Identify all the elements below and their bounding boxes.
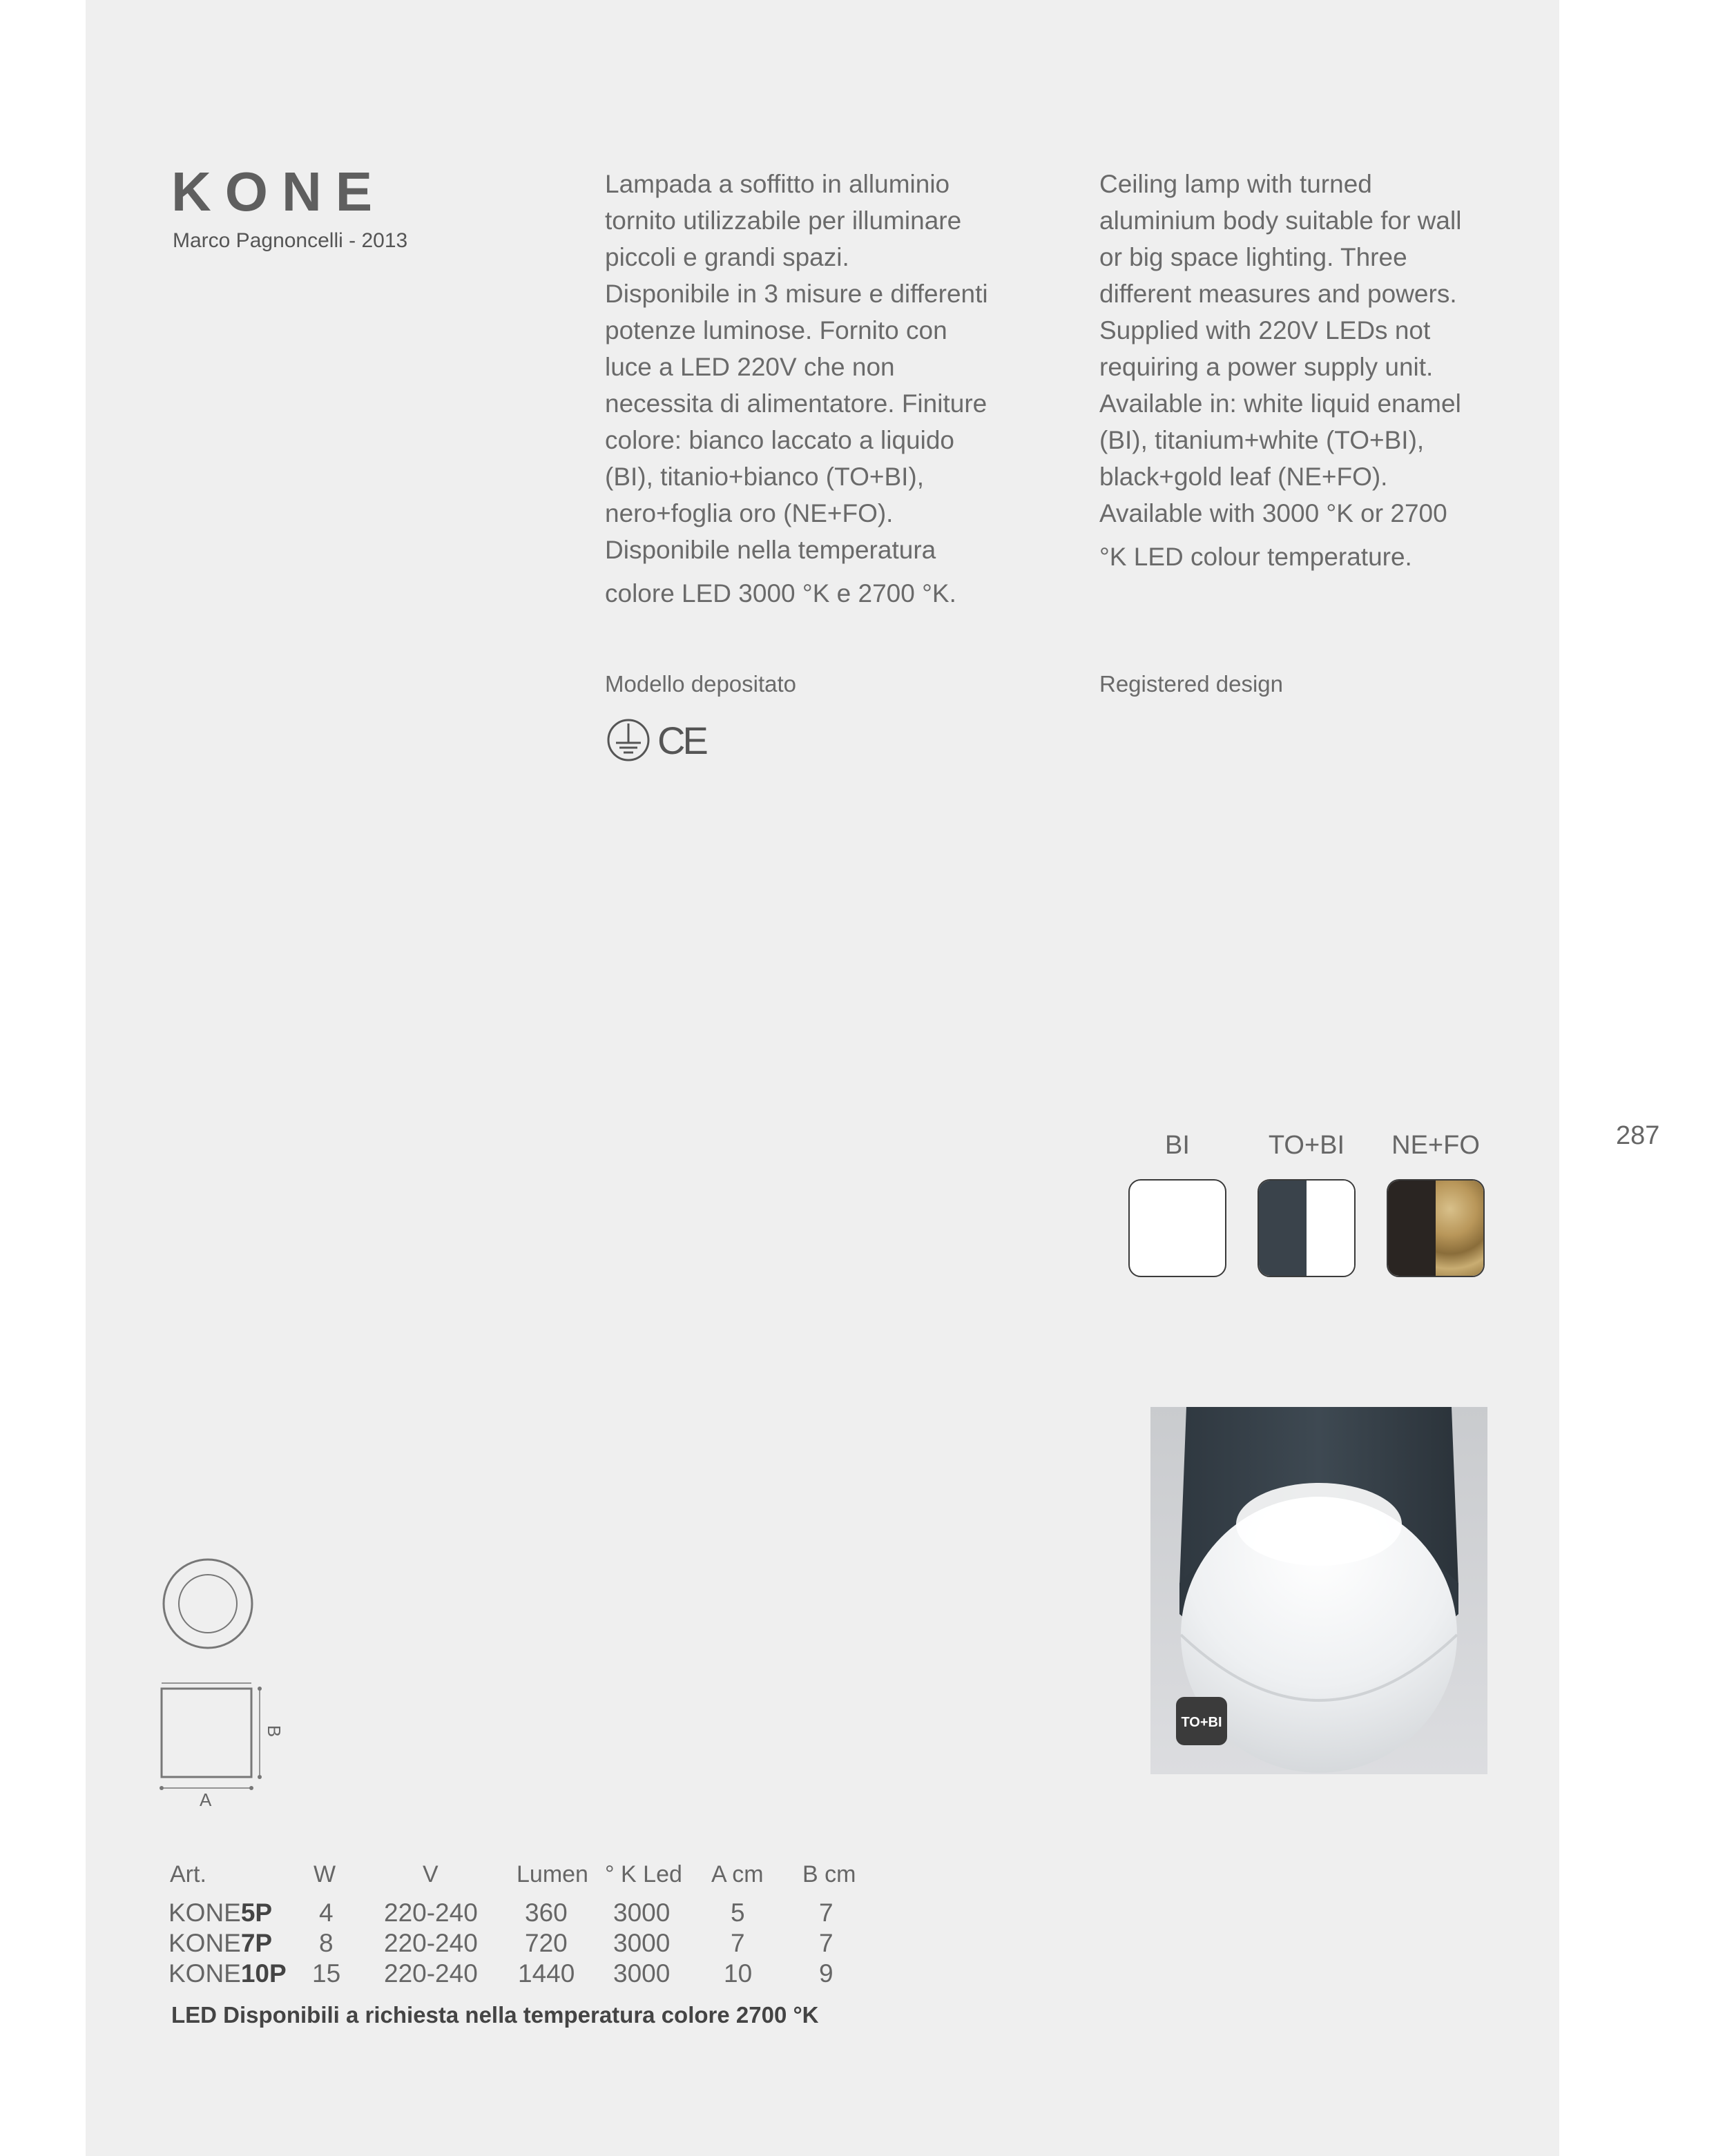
spec-table-header (0, 1861, 1725, 1892)
cell-w: 4 (319, 1898, 334, 1927)
description-line: Available with 3000 °K or 2700 (1099, 499, 1447, 527)
description-line: Lampada a soffitto in alluminio (605, 170, 950, 198)
description-line: different measures and powers. (1099, 280, 1457, 308)
art-prefix: KONE (168, 1959, 241, 1988)
finish-swatch-ne-fo (1387, 1179, 1485, 1277)
swatch-half-gold-leaf (1436, 1181, 1483, 1276)
product-photo (1150, 1407, 1487, 1774)
registered-design-italian: Modello depositato (605, 671, 797, 697)
header-v: V (423, 1861, 439, 1887)
dimension-b-label: B (264, 1725, 285, 1738)
description-line: necessita di alimentatore. Finiture (605, 389, 987, 418)
cell-kelvin: 3000 (613, 1898, 671, 1927)
page-number: 287 (1616, 1121, 1660, 1150)
cell-b: 7 (819, 1898, 833, 1927)
header-art: Art. (170, 1861, 206, 1887)
cell-kelvin: 3000 (613, 1929, 671, 1957)
swatch-half-titanium (1259, 1181, 1307, 1276)
art-prefix: KONE (168, 1898, 241, 1927)
side-view-drawing (156, 1678, 294, 1816)
description-line: aluminium body suitable for wall (1099, 206, 1462, 235)
cell-kelvin: 3000 (613, 1959, 671, 1988)
cell-a: 10 (724, 1959, 753, 1988)
swatch-half-black (1388, 1181, 1436, 1276)
ce-mark-icon: CE (657, 719, 706, 762)
cell-art (168, 1898, 272, 1927)
finish-label-ne-fo: NE+FO (1391, 1131, 1480, 1160)
table-row (0, 1929, 1725, 1959)
product-designer: Marco Pagnoncelli - 2013 (173, 229, 408, 252)
cell-a: 5 (731, 1898, 745, 1927)
header-w: W (314, 1861, 336, 1887)
description-line: Available in: white liquid enamel (1099, 389, 1461, 418)
cell-w: 15 (312, 1959, 341, 1988)
cell-v: 220-240 (384, 1898, 478, 1927)
cell-v: 220-240 (384, 1959, 478, 1988)
cell-lumen: 720 (525, 1929, 568, 1957)
description-line: luce a LED 220V che non (605, 353, 895, 381)
description-line: nero+foglia oro (NE+FO). (605, 499, 894, 527)
header-lumen: Lumen (517, 1861, 588, 1887)
registered-design-english: Registered design (1099, 671, 1283, 697)
description-line: Ceiling lamp with turned (1099, 170, 1372, 198)
description-line: colore: bianco laccato a liquido (605, 426, 954, 454)
certification-marks (606, 715, 710, 765)
finish-swatch-to-bi (1257, 1179, 1356, 1277)
cell-b: 7 (819, 1929, 833, 1957)
header-a-cm: A cm (711, 1861, 764, 1887)
table-row (0, 1959, 1725, 1990)
cell-v: 220-240 (384, 1929, 478, 1957)
finish-label-bi: BI (1165, 1131, 1190, 1160)
description-line: tornito utilizzabile per illuminare (605, 206, 962, 235)
art-suffix: 7P (240, 1929, 273, 1957)
description-line: black+gold leaf (NE+FO). (1099, 463, 1388, 491)
table-footnote: LED Disponibili a richiesta nella temperatura colore 2700 °K (171, 2002, 819, 2028)
product-title: KONE (171, 161, 387, 222)
description-line: Supplied with 220V LEDs not (1099, 316, 1431, 344)
cell-art (168, 1929, 272, 1958)
cell-b: 9 (819, 1959, 833, 1988)
finish-badge: TO+BI (1181, 1715, 1222, 1730)
cell-art (168, 1959, 287, 1988)
description-english (1099, 166, 1555, 575)
finish-swatch-bi (1128, 1179, 1226, 1277)
description-line: or big space lighting. Three (1099, 243, 1407, 271)
cell-lumen: 1440 (518, 1959, 575, 1988)
description-italian (605, 166, 1061, 612)
description-line: (BI), titanio+bianco (TO+BI), (605, 463, 925, 491)
art-suffix: 10P (240, 1959, 287, 1988)
header-b-cm: B cm (802, 1861, 856, 1887)
finish-label-to-bi: TO+BI (1268, 1131, 1345, 1160)
description-line: (BI), titanium+white (TO+BI), (1099, 426, 1425, 454)
description-line: Disponibile nella temperatura (605, 536, 936, 564)
description-line: potenze luminose. Fornito con (605, 316, 947, 344)
top-view-icon (162, 1557, 254, 1650)
description-line: colore LED 3000 °K e 2700 °K. (605, 579, 956, 608)
header-kelvin: ° K Led (605, 1861, 682, 1887)
top-view-drawing (162, 1557, 254, 1650)
description-line: piccoli e grandi spazi. (605, 243, 849, 271)
table-row (0, 1898, 1725, 1929)
cell-lumen: 360 (525, 1898, 568, 1927)
cell-a: 7 (731, 1929, 745, 1957)
description-line: requiring a power supply unit. (1099, 353, 1434, 381)
lamp-image (1150, 1407, 1487, 1774)
dimension-a-label: A (200, 1789, 212, 1810)
cell-w: 8 (319, 1929, 334, 1957)
art-prefix: KONE (168, 1929, 241, 1957)
side-view-icon (156, 1678, 294, 1816)
swatch-half-white (1307, 1181, 1354, 1276)
art-suffix: 5P (240, 1898, 273, 1927)
description-line: °K LED colour temperature. (1099, 543, 1412, 571)
description-line: Disponibile in 3 misure e differenti (605, 280, 988, 308)
